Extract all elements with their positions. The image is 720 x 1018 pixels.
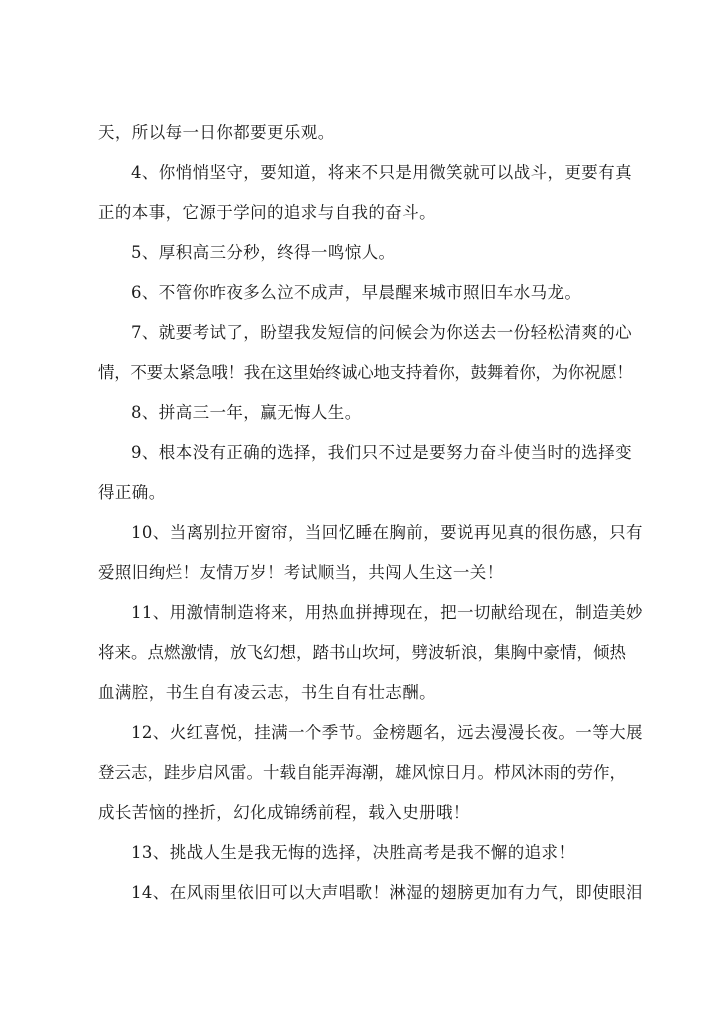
text-line: 12、火红喜悦，挂满一个季节。金榜题名，远去漫漫长夜。一等大展	[131, 723, 643, 742]
text-line: 7、就要考试了，盼望我发短信的问候会为你送去一份轻松清爽的心	[131, 323, 632, 342]
text-line: 情，不要太紧急哦！我在这里始终诚心地支持着你，鼓舞着你，为你祝愿！	[98, 363, 633, 382]
document-page	[98, 120, 643, 920]
text-line: 8、拼高三一年，赢无悔人生。	[131, 403, 362, 422]
text-line: 9、根本没有正确的选择，我们只不过是要努力奋斗使当时的选择变	[131, 443, 632, 462]
text-line: 将来。点燃激情，放飞幻想，踏书山坎坷，劈波斩浪，集胸中豪情，倾热	[98, 643, 626, 662]
text-line: 正的本事，它源于学问的追求与自我的奋斗。	[98, 203, 436, 222]
text-line: 天，所以每一日你都要更乐观。	[98, 123, 335, 142]
text-line: 14、在风雨里依旧可以大声唱歌！淋湿的翅膀更加有力气，即使眼泪	[131, 883, 643, 902]
text-line: 登云志，跬步启风雷。十载自能弄海潮，雄风惊日月。栉风沐雨的劳作，	[98, 763, 626, 782]
text-line: 5、厚积高三分秒，终得一鸣惊人。	[131, 243, 396, 262]
text-line: 血满腔，书生自有凌云志，书生自有壮志酬。	[98, 683, 436, 702]
text-line: 爱照旧绚烂！友情万岁！考试顺当，共闯人生这一关！	[98, 563, 504, 582]
text-line: 得正确。	[98, 483, 166, 502]
text-line: 4、你悄悄坚守，要知道，将来不只是用微笑就可以战斗，更要有真	[131, 163, 632, 182]
text-line: 11、用激情制造将来，用热血拼搏现在，把一切献给现在，制造美妙	[131, 603, 643, 622]
text-line: 成长苦恼的挫折，幻化成锦绣前程，载入史册哦！	[98, 803, 470, 822]
text-line: 10、当离别拉开窗帘，当回忆睡在胸前，要说再见真的很伤感，只有	[131, 523, 643, 542]
text-line: 6、不管你昨夜多么泣不成声，早晨醒来城市照旧车水马龙。	[131, 283, 582, 302]
text-line: 13、挑战人生是我无悔的选择，决胜高考是我不懈的追求！	[131, 843, 576, 862]
